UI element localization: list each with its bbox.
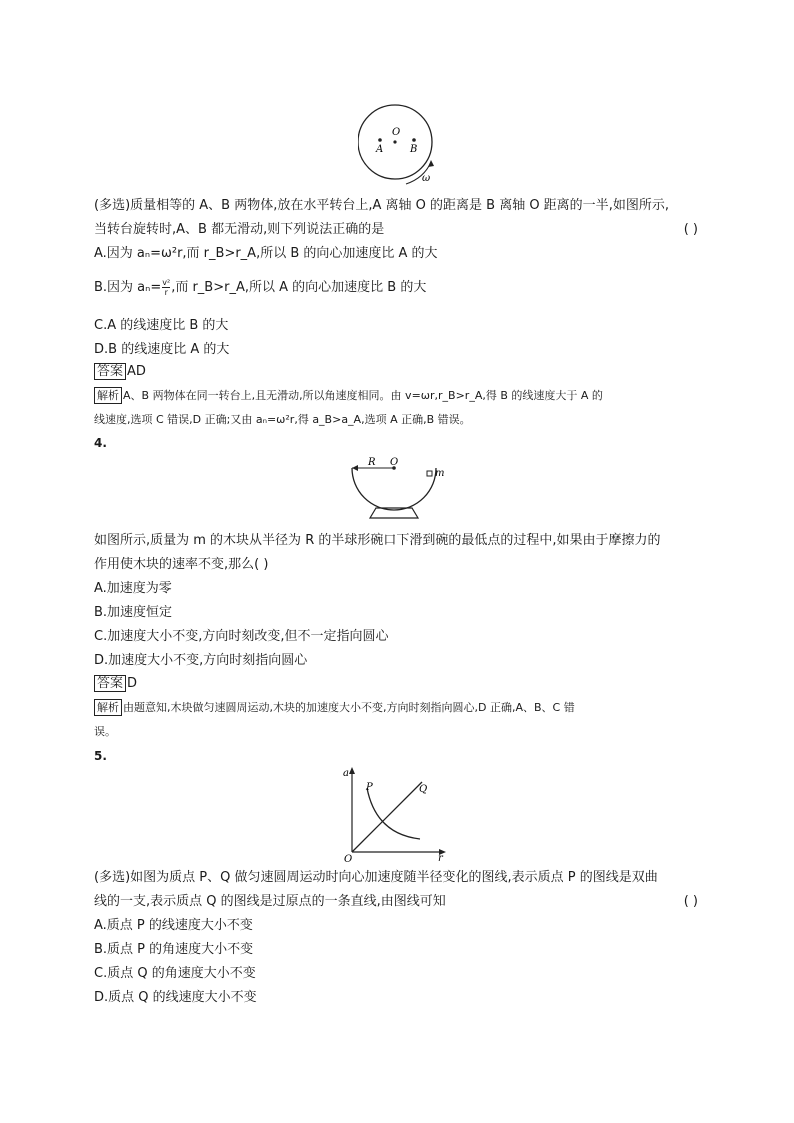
q5-option-b: B.质点 P 的角速度大小不变: [94, 942, 254, 957]
q4-option-d: D.加速度大小不变,方向时刻指向圆心: [94, 653, 308, 668]
analysis-text: A、B 两物体在同一转台上,且无滑动,所以角速度相同。由 v=ωr,r_B>r_A,得 B 的线速度大于 A 的: [123, 389, 603, 402]
label-O: O: [392, 127, 401, 138]
q4-answer: [94, 675, 137, 693]
bowl-figure: [342, 456, 452, 526]
q3-option-d: D.B 的线速度比 A 的大: [94, 342, 230, 357]
answer-tag: 答案: [94, 675, 126, 692]
q3-answer: [94, 363, 146, 381]
label-Q: Q: [419, 784, 428, 795]
q3-option-b: [94, 278, 426, 297]
q3-stem-line1: (多选)质量相等的 A、B 两物体,放在水平转台上,A 离轴 O 的距离是 B 离轴 O 距离的一半,如图所示,: [94, 198, 669, 213]
q5-option-c: C.质点 Q 的角速度大小不变: [94, 966, 256, 981]
q3-answer-paren: ( ): [683, 222, 698, 237]
q3-option-b-pre: B.因为 aₙ=: [94, 280, 162, 295]
q5-stem-line1: (多选)如图为质点 P、Q 做匀速圆周运动时向心加速度随半径变化的图线,表示质点 P 的图线是双曲: [94, 870, 658, 885]
label-O: O: [390, 457, 399, 468]
q4-option-a: A.加速度为零: [94, 581, 172, 596]
acceleration-radius-graph: [340, 764, 450, 864]
label-m: m: [435, 468, 445, 479]
label-P: P: [366, 782, 373, 793]
q5-option-a: A.质点 P 的线速度大小不变: [94, 918, 253, 933]
q3-analysis-line1: [94, 387, 603, 405]
fraction: [162, 278, 170, 297]
analysis-tag: 解析: [94, 699, 122, 716]
answer-value: AD: [127, 364, 146, 379]
q3-option-b-post: ,而 r_B>r_A,所以 A 的向心加速度比 B 的大: [171, 280, 427, 295]
answer-tag: 答案: [94, 363, 126, 380]
label-O: O: [344, 854, 353, 864]
label-a: a: [343, 768, 349, 779]
q4-stem-line1: 如图所示,质量为 m 的木块从半径为 R 的半球形碗口下滑到碗的最低点的过程中,如果由于摩擦力的: [94, 533, 661, 548]
label-A: A: [376, 144, 384, 155]
q4-analysis-line1: [94, 699, 575, 717]
analysis-text: 由题意知,木块做匀速圆周运动,木块的加速度大小不变,方向时刻指向圆心,D 正确,A、B、C 错: [123, 701, 575, 714]
answer-value: D: [127, 676, 138, 691]
q3-analysis-line2: 线速度,选项 C 错误,D 正确;又由 aₙ=ω²r,得 a_B>a_A,选项 A 正确,B 错误。: [94, 413, 471, 426]
q5-answer-paren: ( ): [683, 894, 698, 909]
fraction-numerator: v²: [162, 278, 171, 287]
label-R: R: [368, 457, 376, 468]
q5-number: 5.: [94, 749, 107, 763]
q3-option-c: C.A 的线速度比 B 的大: [94, 318, 229, 333]
q4-stem-line2: 作用使木块的速率不变,那么( ): [94, 557, 269, 572]
turntable-figure: [358, 98, 458, 188]
q4-analysis-line2: 误。: [94, 725, 116, 738]
label-B: B: [410, 144, 418, 155]
q4-option-c: C.加速度大小不变,方向时刻改变,但不一定指向圆心: [94, 629, 389, 644]
q3-option-a: A.因为 aₙ=ω²r,而 r_B>r_A,所以 B 的向心加速度比 A 的大: [94, 246, 438, 261]
q4-number: 4.: [94, 436, 107, 450]
q4-option-b: B.加速度恒定: [94, 605, 173, 620]
fraction-denominator: r: [164, 288, 168, 297]
q5-option-d: D.质点 Q 的线速度大小不变: [94, 990, 257, 1005]
q3-stem-line2: 当转台旋转时,A、B 都无滑动,则下列说法正确的是: [94, 222, 385, 237]
q5-stem-line2: 线的一支,表示质点 Q 的图线是过原点的一条直线,由图线可知: [94, 894, 446, 909]
label-r: r: [438, 853, 443, 864]
label-omega: ω: [422, 173, 431, 184]
analysis-tag: 解析: [94, 387, 122, 404]
